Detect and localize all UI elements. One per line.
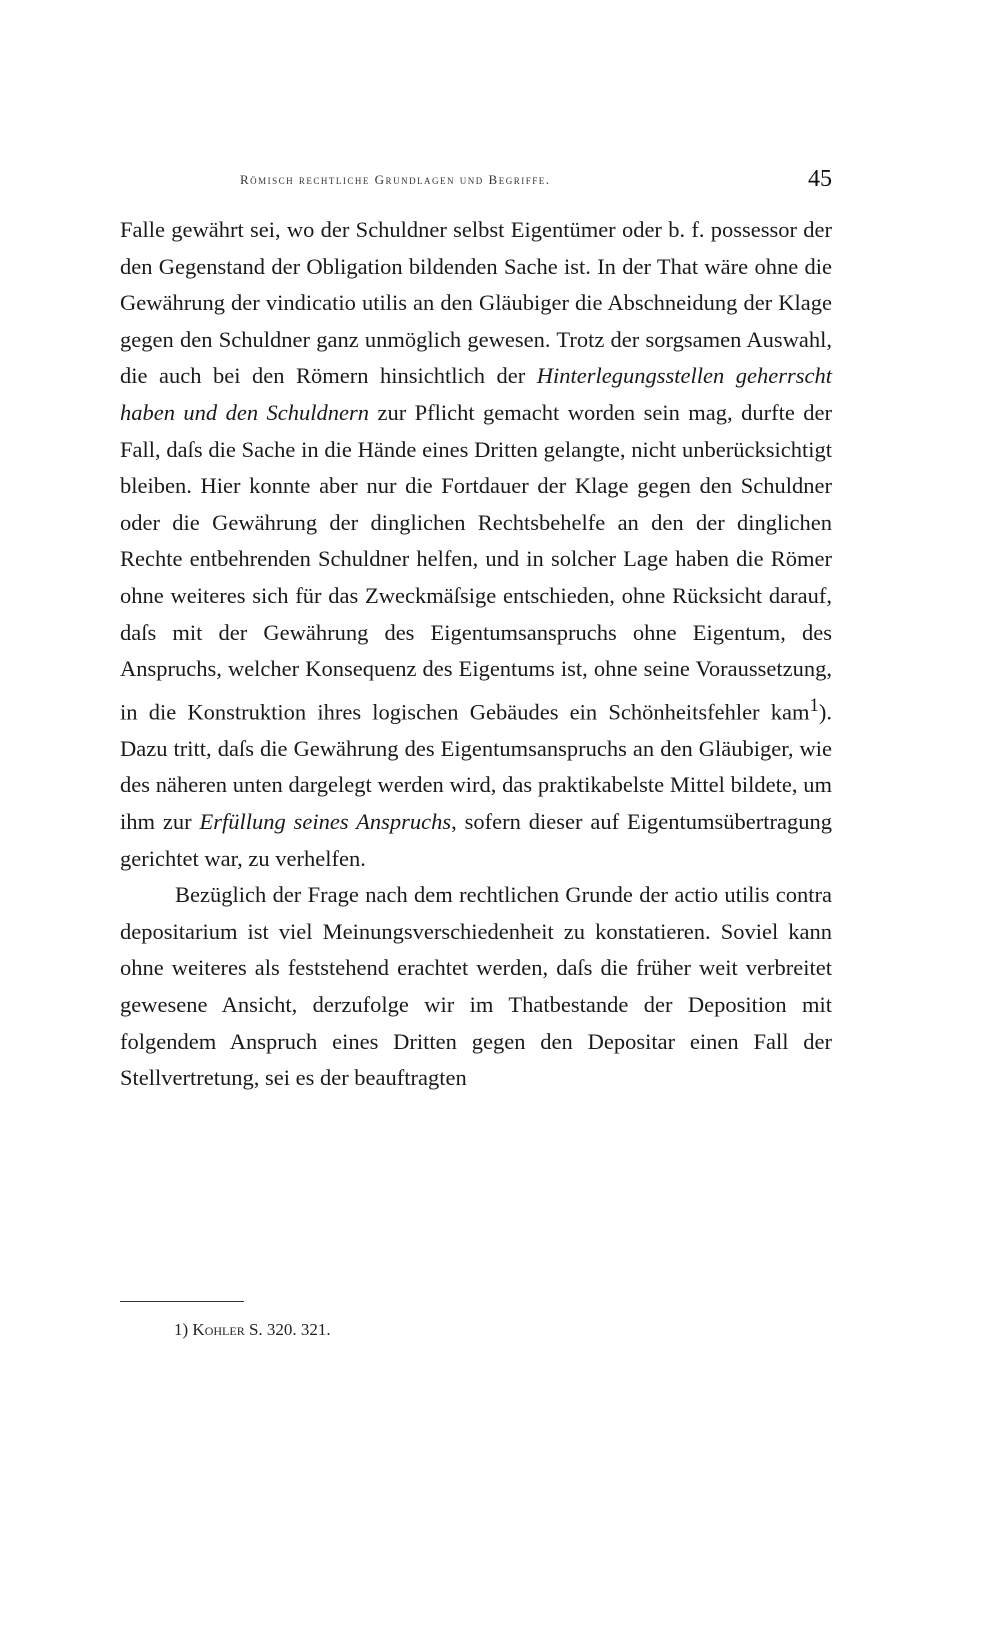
paragraph-1-text-a: Falle gewährt sei, wo der Schuldner selbst Eigentümer oder b. f. possessor der den Gegenstand der Obligation bildenden Sache ist. In der That wäre ohne die Gewährung der vindicatio utilis an den Gläubiger die Abschneidung der Klage gegen den Schuldner ganz unmöglich gewesen. Trotz der sorgsamen Auswahl, die auch bei den Römern hinsichtlich der — [120, 217, 832, 389]
footnote-marker: 1) — [174, 1320, 189, 1339]
paragraph-1 — [120, 212, 832, 877]
page-number: 45 — [808, 166, 832, 192]
running-head — [120, 166, 832, 200]
paragraph-2: Bezüglich der Frage nach dem rechtlichen Grunde der actio utilis contra depositarium ist viel Meinungsverschiedenheit zu konstatieren. Soviel kann ohne weiteres als feststehend erachtet werden, daſs die früher weit verbreitet gewesene Ansicht, derzufolge wir im Thatbestande der Deposition mit folgendem Anspruch eines Dritten gegen den Depositar einen Fall der Stellvertretung, sei es der beauftragten — [120, 882, 832, 1091]
paragraph-1-emphasis-b: Erfüllung seines Anspruchs — [199, 809, 452, 834]
paragraph-1-emphasis-a: Hinterlegungsstellen geherrscht haben und den Schuldnern — [120, 363, 833, 425]
paragraph-1-text-c: ). Dazu tritt, daſs die Gewährung des Eigentumsanspruchs an den Gläubiger, wie des näheren unten dargelegt werden wird, das praktikabelste Mittel bildete, um ihm zur — [120, 699, 832, 834]
running-title: Römisch rechtliche Grundlagen und Begriffe. — [240, 172, 551, 187]
footnote-reference-text: S. 320. 321. — [248, 1320, 331, 1339]
footnote-reference: 1 — [809, 694, 819, 716]
footnote — [174, 1320, 331, 1340]
footnote-author: Kohler — [192, 1320, 245, 1339]
paragraph-1-text-b: zur Pflicht gemacht worden sein mag, durfte der Fall, daſs die Sache in die Hände eines Dritten gelangte, nicht unberücksichtigt bleiben. Hier konnte aber nur die Fortdauer der Klage gegen den Schuldner oder die Gewährung der dinglichen Rechtsbehelfe an den der dinglichen Rechte entbehrenden Schuldner helfen, und in solcher Lage haben die Römer ohne weiteres sich für das Zweckmäſsige entschieden, ohne Rücksicht darauf, daſs mit der Gewährung des Eigentumsanspruchs ohne Eigentum, des Anspruchs, welcher Konsequenz des Eigentums ist, ohne seine Voraussetzung, in die Konstruktion ihres logischen Gebäudes ein Schönheitsfehler kam — [120, 399, 832, 725]
body-text — [120, 212, 832, 1097]
paragraph-1-text-d: , sofern dieser auf Eigentumsübertragung gerichtet war, zu verhelfen. — [120, 809, 832, 871]
footnote-divider — [120, 1301, 244, 1302]
